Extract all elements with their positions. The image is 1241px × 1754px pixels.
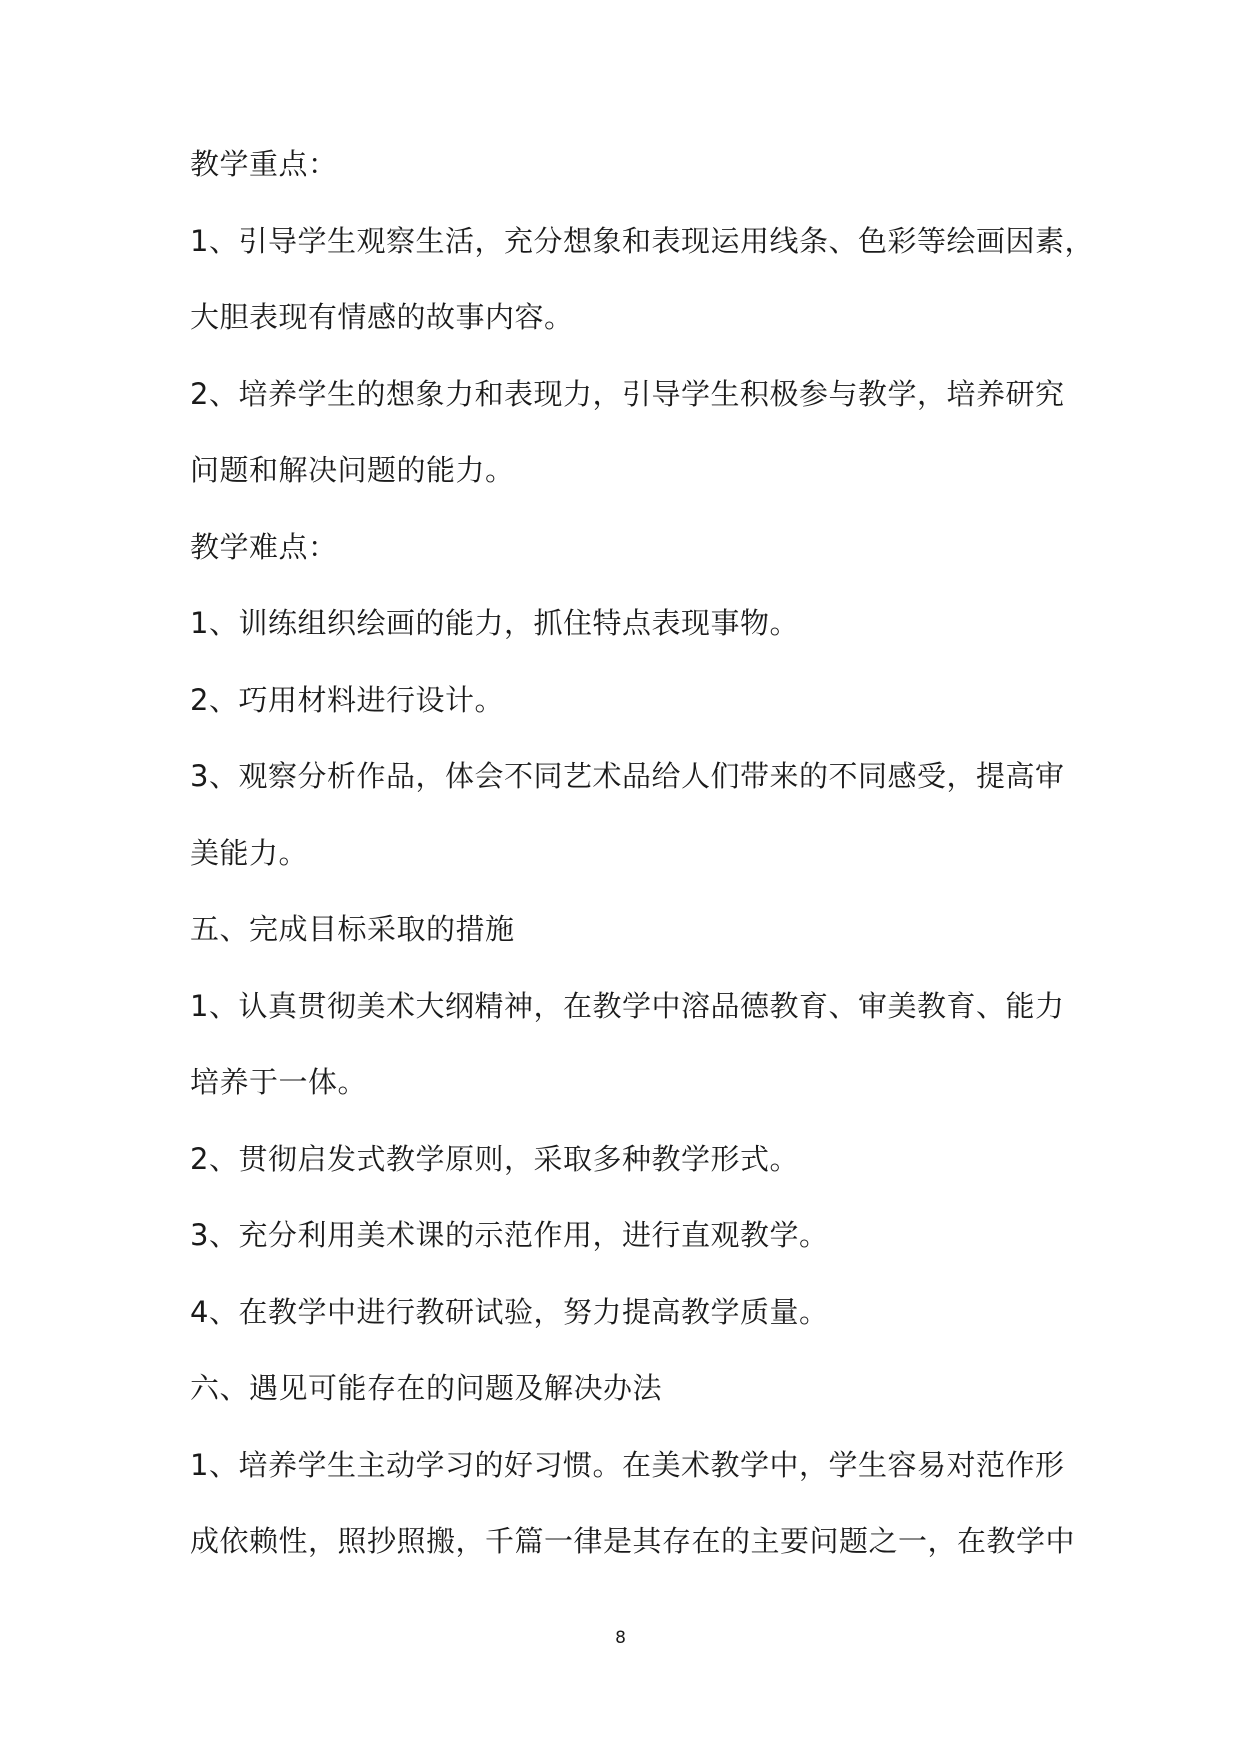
paragraph-line: 大胆表现有情感的故事内容。 <box>190 300 574 334</box>
paragraph-line: 成依赖性，照抄照搬，千篇一律是其存在的主要问题之一，在教学中 <box>190 1524 1076 1558</box>
document-body <box>190 144 1094 1598</box>
section-heading-teaching-focus: 教学重点： <box>190 147 338 181</box>
paragraph-line: 美能力。 <box>190 835 309 870</box>
paragraph-line: 3、充分利用美术课的示范作用，进行直观教学。 <box>190 1218 829 1252</box>
paragraph-line: 1、引导学生观察生活，充分想象和表现运用线条、色彩等绘画因素， <box>190 223 1094 258</box>
section-heading-problems: 六、遇见可能存在的问题及解决办法 <box>190 1371 663 1405</box>
paragraph-line: 2、培养学生的想象力和表现力，引导学生积极参与教学，培养研究 <box>190 376 1065 411</box>
section-heading-measures: 五、完成目标采取的措施 <box>190 912 515 946</box>
paragraph-line: 1、认真贯彻美术大纲精神，在教学中溶品德教育、审美教育、能力 <box>190 988 1065 1023</box>
paragraph-line: 培养于一体。 <box>190 1065 368 1099</box>
paragraph-line: 2、贯彻启发式教学原则，采取多种教学形式。 <box>190 1141 799 1176</box>
section-heading-teaching-difficulty: 教学难点： <box>190 529 338 564</box>
paragraph-line: 2、巧用材料进行设计。 <box>190 682 504 717</box>
paragraph-line: 3、观察分析作品，体会不同艺术品给人们带来的不同感受，提高审 <box>190 759 1065 793</box>
paragraph-line: 1、培养学生主动学习的好习惯。在美术教学中，学生容易对范作形 <box>190 1447 1065 1482</box>
paragraph-line: 1、训练组织绘画的能力，抓住特点表现事物。 <box>190 606 799 640</box>
paragraph-line: 问题和解决问题的能力。 <box>190 453 515 487</box>
paragraph-line: 4、在教学中进行教研试验，努力提高教学质量。 <box>190 1294 829 1329</box>
page-number: 8 <box>615 1628 626 1648</box>
